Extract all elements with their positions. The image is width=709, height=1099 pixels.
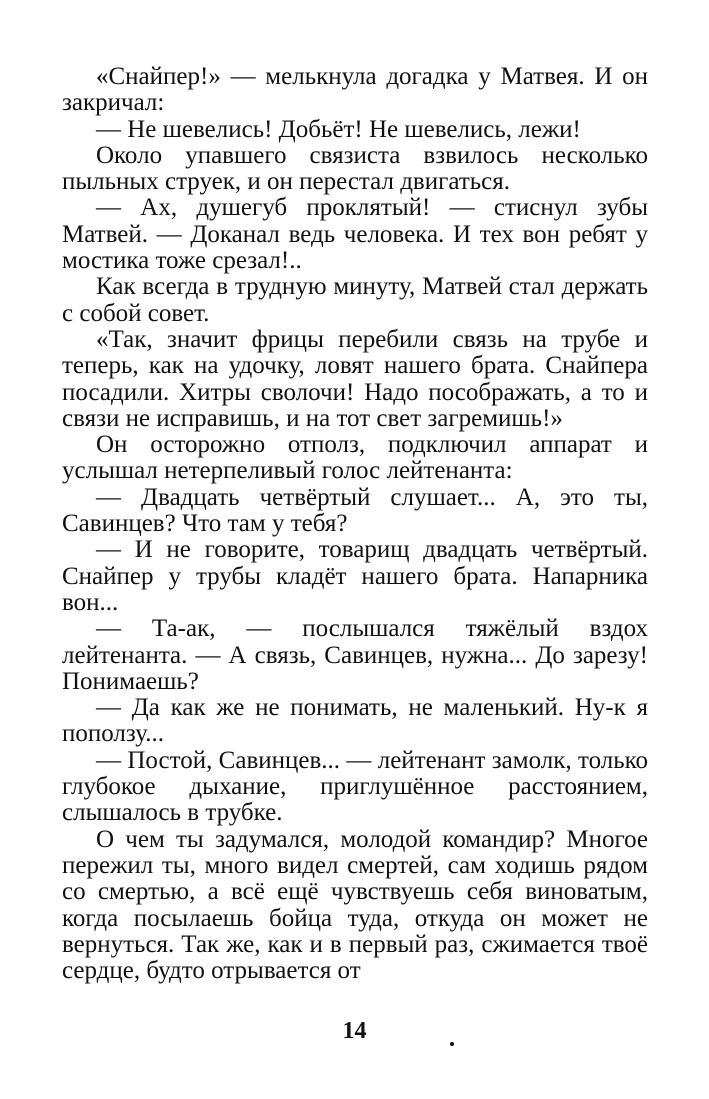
paragraph-9: — И не говорите, товарищ двадцать четвёртый. Снайпер у трубы кладёт нашего брата. Напарника вон... — [62, 536, 648, 616]
paragraph-1: «Снайпер!» — мелькнула догадка у Матвея. И он закричал: — [62, 63, 648, 117]
paragraph-7: Он осторожно отполз, подключил аппарат и услышал нетерпеливый голос лейтенанта: — [62, 431, 648, 485]
paragraph-2: — Не шевелись! Добьёт! Не шевелись, лежи! — [96, 115, 581, 143]
paragraph-6: «Так, значит фрицы перебили связь на трубе и теперь, как на удочку, ловят нашего брата. Снайпера посадили. Хитры сволочи! Надо посображать, а то и связи не исправишь, и на тот свет загремишь!» — [62, 325, 648, 432]
print-speck — [450, 1042, 454, 1046]
paragraph-10: — Та-ак, — послышался тяжёлый вздох лейтенанта. — А связь, Савинцев, нужна... До зарезу! Понимаешь? — [62, 615, 648, 695]
paragraph-5: Как всегда в трудную минуту, Матвей стал держать с собой совет. — [62, 273, 648, 327]
paragraph-13: О чем ты задумался, молодой командир? Многое пережил ты, много видел смертей, сам ходишь рядом со смертью, а всё ещё чувствуешь себя виноватым, когда посылаешь бойца туда, откуда он может не вернуться. Так же, как и в первый раз, сжимается твоё сердце, будто отрывается от — [62, 825, 648, 985]
paragraph-12: — Постой, Савинцев... — лейтенант замолк, только глубокое дыхание, приглушённое расстоянием, слышалось в трубке. — [62, 746, 648, 827]
paragraph-11: — Да как же не понимать, не маленький. Ну-к я поползу... — [62, 694, 648, 748]
paragraph-8: — Двадцать четвёртый слушает... А, это ты, Савинцев? Что там у тебя? — [62, 483, 648, 538]
paragraph-4: — Ах, душегуб проклятый! — стиснул зубы Матвей. — Доканал ведь человека. И тех вон ребят у мостика тоже срезал!.. — [62, 194, 648, 275]
page-text — [62, 64, 648, 984]
page-number: 14 — [342, 1018, 367, 1044]
paragraph-3: Около упавшего связиста взвилось несколько пыльных струек, и он перестал двигаться. — [62, 141, 648, 196]
